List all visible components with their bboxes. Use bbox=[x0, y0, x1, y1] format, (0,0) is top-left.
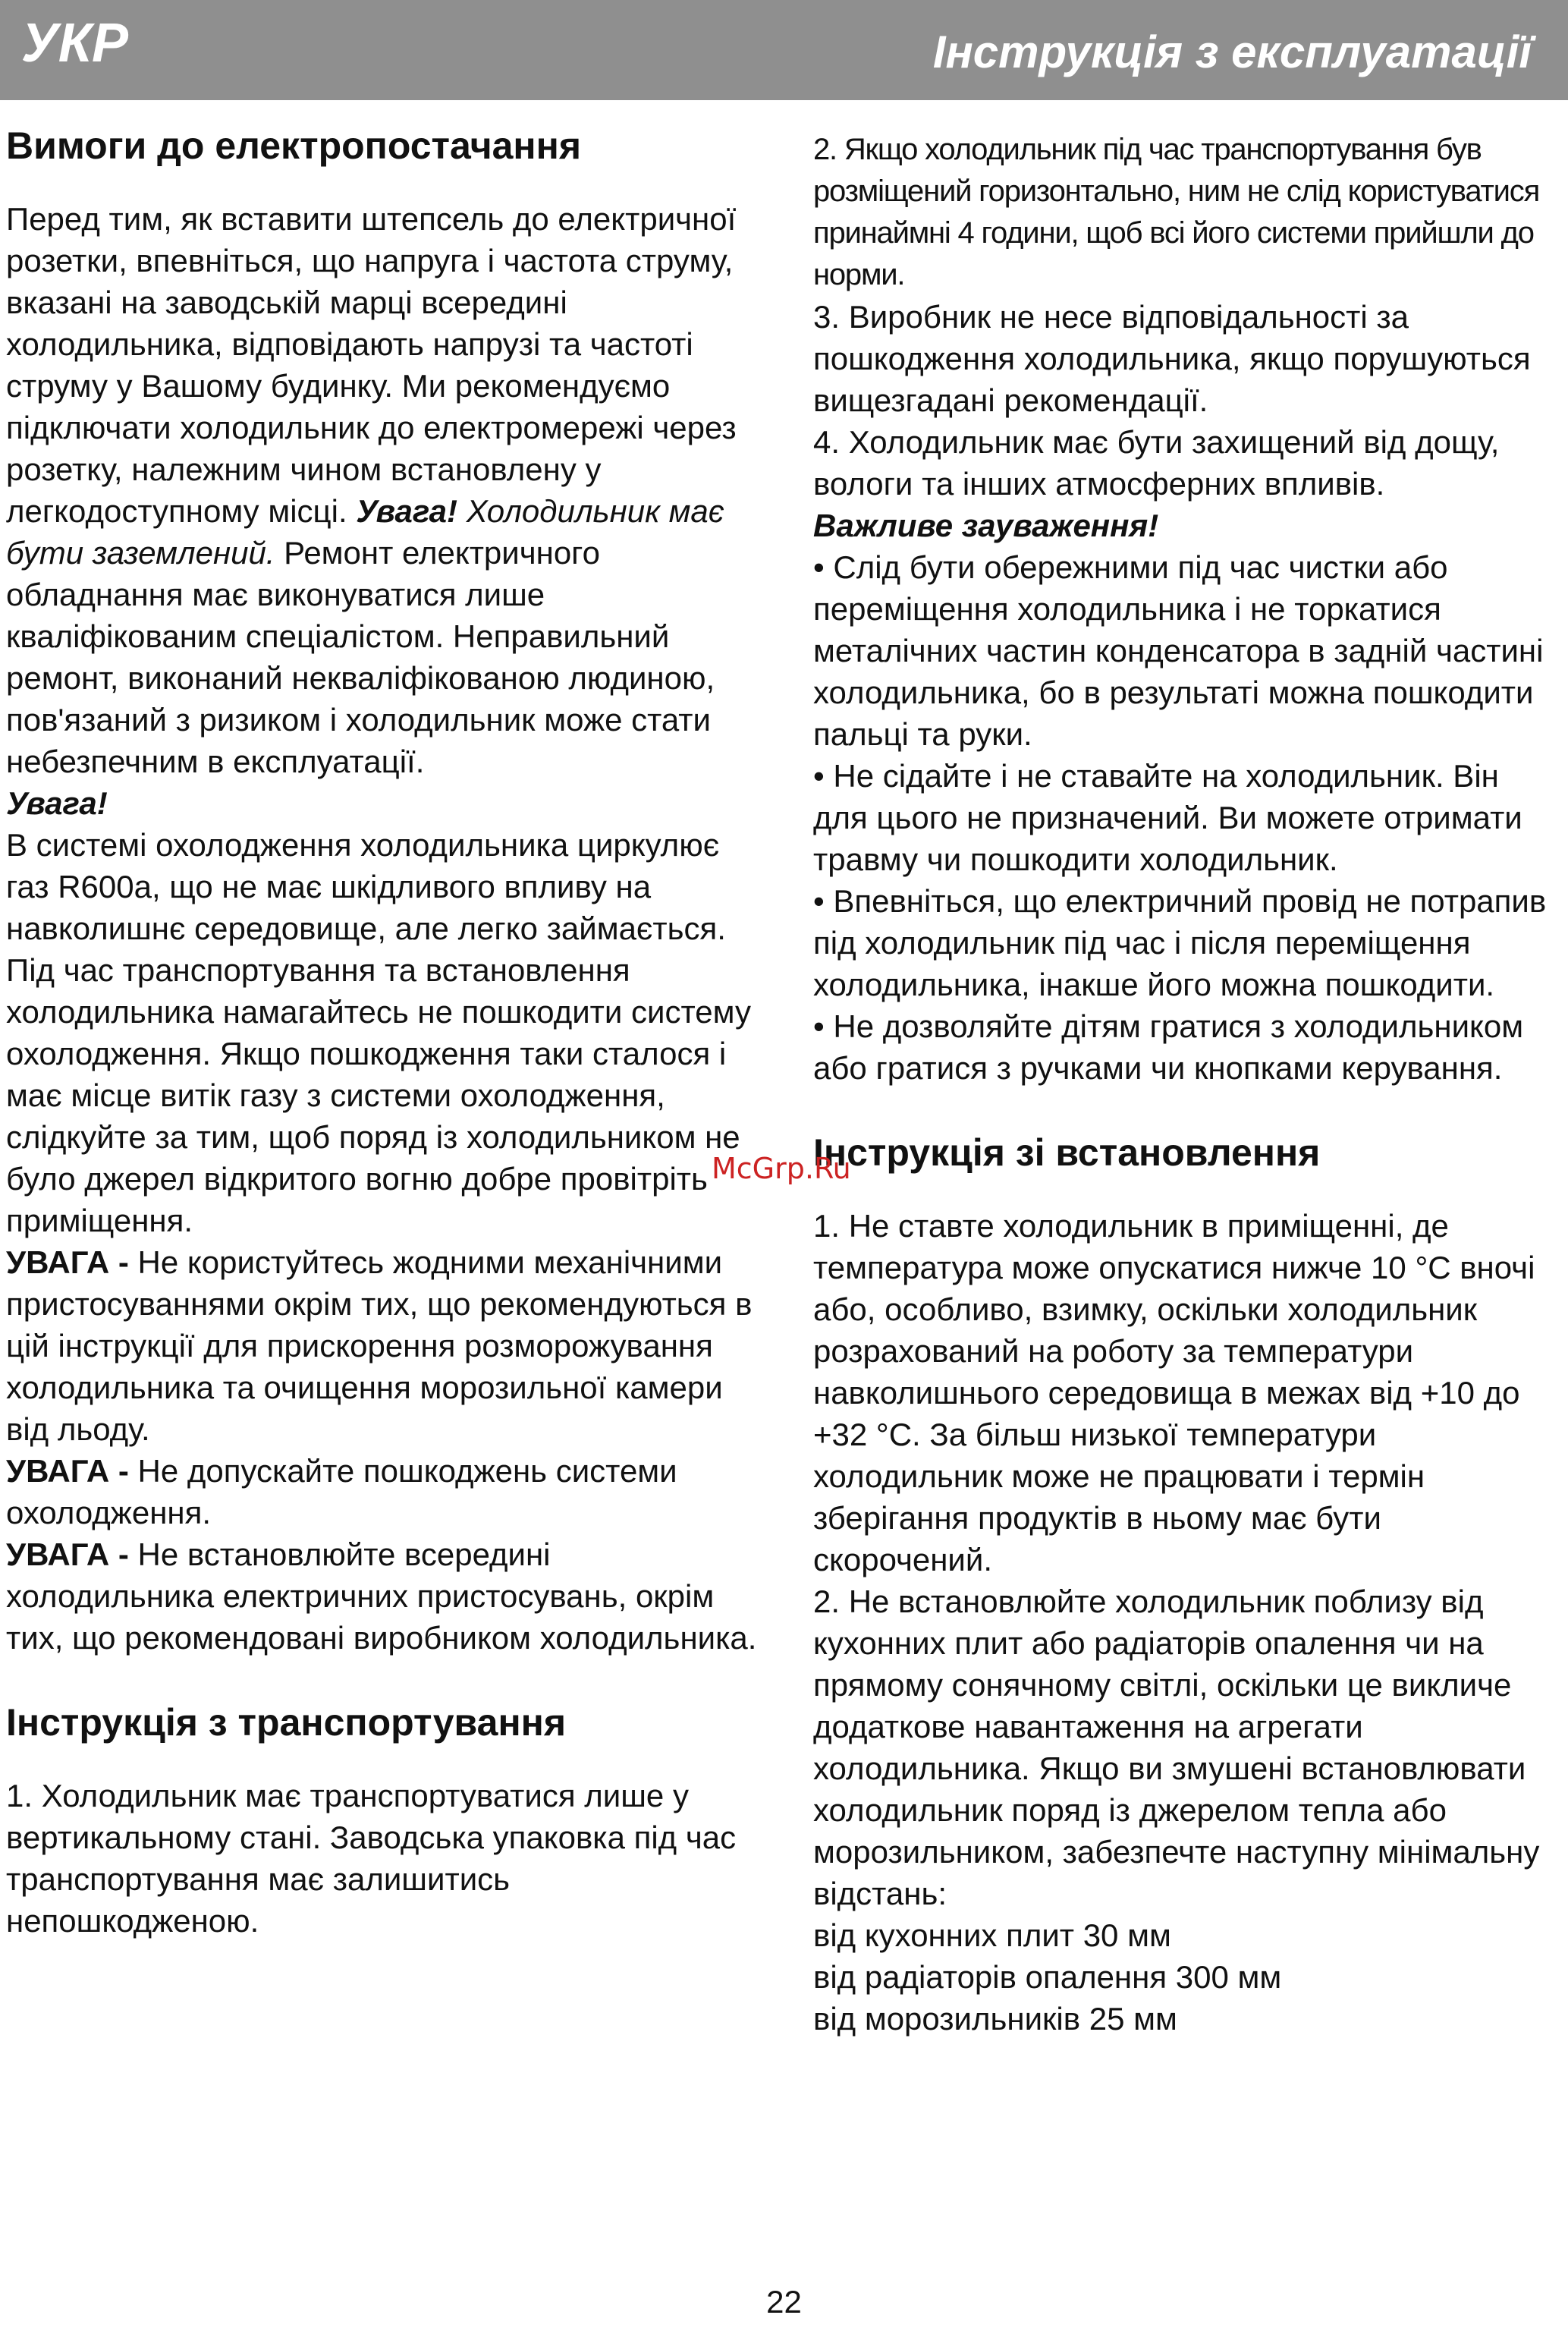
manual-title: Інструкція з експлуатації bbox=[932, 27, 1532, 77]
distance-freezer: від морозильників 25 мм bbox=[813, 2001, 1177, 2037]
caution-paragraph-1 bbox=[6, 1241, 765, 1450]
install-heading: Інструкція зі встановлення bbox=[813, 1131, 1321, 1174]
warning-label-2: Увага! bbox=[6, 785, 108, 821]
left-column bbox=[6, 121, 765, 1942]
warning-label-1: Увага! bbox=[356, 493, 458, 529]
transport-item-1: 1. Холодильник має транспортуватися лише у вертикальному стані. Заводська упаковка під час транспортування має залишитись непошкодженою. bbox=[6, 1778, 737, 1939]
right-column bbox=[813, 129, 1557, 2040]
transport-item-3: 3. Виробник не несе відповідальності за пошкодження холодильника, якщо порушуються вищезгадані рекомендації. bbox=[813, 299, 1531, 418]
safety-bullet-3: • Впевніться, що електричний провід не потрапив під холодильник під час і після переміщення холодильника, інакше його можна пошкодити. bbox=[813, 883, 1547, 1002]
power-heading: Вимоги до електропостачання bbox=[6, 124, 582, 167]
power-paragraph bbox=[6, 198, 765, 782]
language-label: УКР bbox=[21, 13, 129, 74]
caution-label-3: УВАГА - bbox=[6, 1537, 129, 1572]
safety-bullet-2: • Не сідайте і не ставайте на холодильник. Він для цього не призначений. Ви можете отримати травму чи пошкодити холодильник. bbox=[813, 758, 1522, 877]
important-note-label: Важливе зауваження! bbox=[813, 508, 1159, 543]
caution-label-1: УВАГА - bbox=[6, 1244, 129, 1280]
distance-stove: від кухонних плит 30 мм bbox=[813, 1917, 1171, 1953]
caution-text-1: Не користуйтесь жодними механічними пристосуваннями окрім тих, що рекомендуються в цій інструкції для прискорення розморожування холодильника та очищення морозильної камери від льоду. bbox=[6, 1244, 753, 1447]
caution-label-2: УВАГА - bbox=[6, 1453, 129, 1489]
gas-paragraph bbox=[6, 782, 765, 1241]
watermark: McGrp.Ru bbox=[712, 1152, 851, 1185]
install-item-1: 1. Не ставте холодильник в приміщенні, де температура може опускатися нижче 10 °C вночі або, особливо, взимку, оскільки холодильник розрахований на роботу за температури навколишнього середовища в межах від +10 до +32 °C. За більш низької температури холодильник може не працювати і термін зберігання продуктів в ньому має бути скорочений. bbox=[813, 1208, 1535, 1577]
repair-text: Ремонт електричного обладнання має виконуватися лише кваліфікованим спеціалістом. Неправильний ремонт, виконаний некваліфікованою людиною, пов'язаний з ризиком і холодильник може стати небезпечним в експлуатації. bbox=[6, 535, 715, 779]
caution-text-2: Не допускайте пошкоджень системи охолодження. bbox=[6, 1453, 677, 1530]
safety-bullet-1: • Слід бути обережними під час чистки або переміщення холодильника і не торкатися металічних частин конденсатора в задній частині холодильника, бо в результаті можна пошкодити пальці та руки. bbox=[813, 549, 1544, 752]
page-number: 22 bbox=[766, 2284, 802, 2320]
install-item-2: 2. Не встановлюйте холодильник поблизу від кухонних плит або радіаторів опалення чи на прямому сонячному світлі, оскільки це викличе додаткове навантаження на агрегати холодильника. Якщо ви змушені встановлювати холодильник поряд із джерелом тепла або морозильником, забезпечте наступну мінімальну відстань: bbox=[813, 1584, 1540, 1911]
transport-item-2: 2. Якщо холодильник під час транспортування був розміщений горизонтально, ним не слід користуватися принаймні 4 години, щоб всі його системи прийшли до норми. bbox=[813, 133, 1540, 291]
distance-radiator: від радіаторів опалення 300 мм bbox=[813, 1959, 1282, 1995]
transport-item-4: 4. Холодильник має бути захищений від дощу, вологи та інших атмосферних впливів. bbox=[813, 424, 1500, 502]
caution-paragraph-3 bbox=[6, 1533, 765, 1659]
power-text: Перед тим, як вставити штепсель до електричної розетки, впевніться, що напруга і частота струму, вказані на заводській марці всередині холодильника, відповідають напрузі та частоті струму у Вашому будинку. Ми рекомендуємо підключати холодильник до електромережі через розетку, належним чином встановлену у легкодоступному місці. bbox=[6, 201, 737, 529]
grounding-note: Холодильник має бути заземлений. bbox=[6, 493, 724, 571]
caution-text-3: Не встановлюйте всередині холодильника електричних пристосувань, окрім тих, що рекомендовані виробником холодильника. bbox=[6, 1537, 757, 1656]
safety-bullet-4: • Не дозволяйте дітям гратися з холодильником або гратися з ручками чи кнопками керування. bbox=[813, 1008, 1524, 1086]
page-header bbox=[0, 0, 1568, 100]
transport-heading: Інструкція з транспортування bbox=[6, 1701, 567, 1744]
gas-text: В системі охолодження холодильника циркулює газ R600a, що не має шкідливого впливу на навколишнє середовище, але легко займається. Під час транспортування та встановлення холодильника намагайтесь не пошкодити систему охолодження. Якщо пошкодження таки сталося і має місце витік газу з системи охолодження, слідкуйте за тим, щоб поряд із холодильником не було джерел відкритого вогню добре провітріть приміщення. bbox=[6, 827, 751, 1238]
caution-paragraph-2 bbox=[6, 1450, 765, 1533]
